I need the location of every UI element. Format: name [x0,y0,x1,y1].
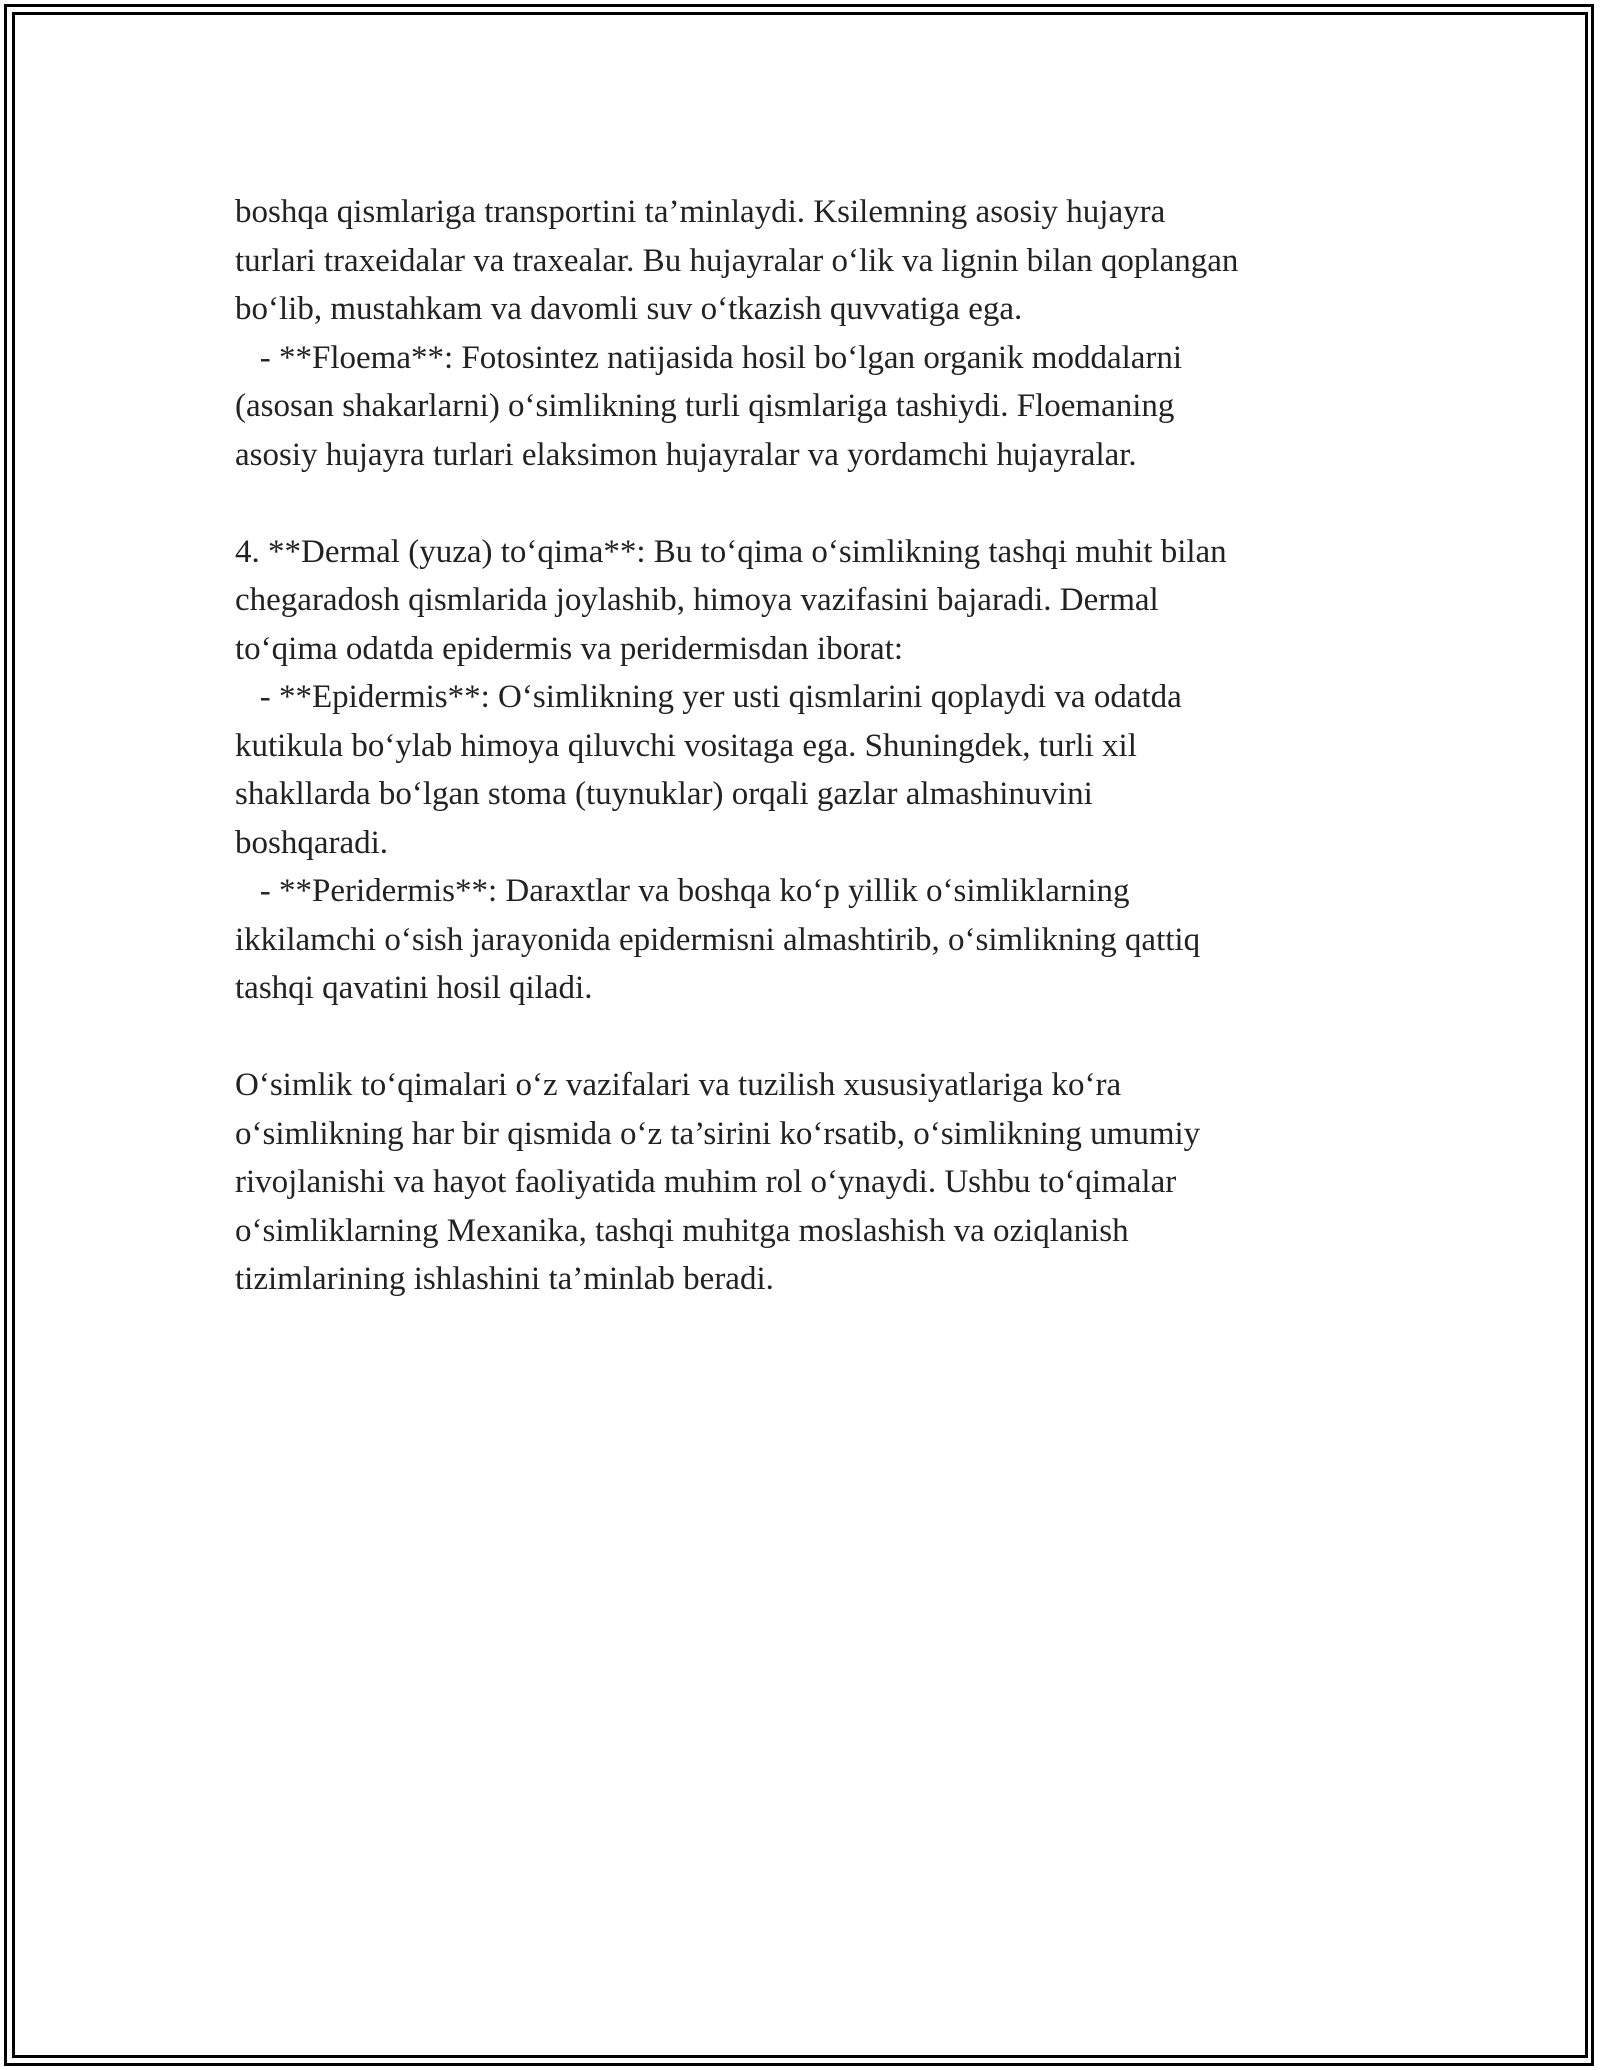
text-line: to‘qima odatda epidermis va peridermisdan iborat: [235,630,904,667]
text-line: ikkilamchi o‘sish jarayonida epidermisni almashtirib, o‘simlikning qattiq [235,921,1201,958]
list-item-peridermis: - **Peridermis**: Daraxtlar va boshqa ko‘p yillik o‘simliklarning [235,873,1130,909]
text-line: (asosan shakarlarni) o‘simlikning turli qismlariga tashiydi. Floemaning [235,388,1175,424]
paragraph-dermal-tissue [235,528,1365,1013]
text-line: o‘simlikning har bir qismida o‘z ta’sirini ko‘rsatib, o‘simlikning umumiy [235,1115,1201,1152]
list-item-dermal: 4. **Dermal (yuza) to‘qima**: Bu to‘qima o‘simlikning tashqi muhit bilan [235,533,1227,570]
text-line: turlari traxeidalar va traxealar. Bu hujayralar o‘lik va lignin bilan qoplangan [235,242,1239,279]
paragraph-spacer [235,1013,1365,1062]
list-item-epidermis: - **Epidermis**: O‘simlikning yer usti qismlarini qoplaydi va odatda [235,679,1182,715]
text-line: tizimlarining ishlashini ta’minlab beradi. [235,1261,774,1297]
text-line: asosiy hujayra turlari elaksimon hujayralar va yordamchi hujayralar. [235,436,1137,473]
text-line: boshqaradi. [235,824,389,861]
text-line: tashqi qavatini hosil qiladi. [235,970,593,1006]
text-line: o‘simliklarning Mexanika, tashqi muhitga moslashish va oziqlanish [235,1212,1129,1249]
paragraph-xylem-phloem [235,188,1365,479]
document-body [235,188,1365,1304]
text-line: chegaradosh qismlarida joylashib, himoya vazifasini bajaradi. Dermal [235,582,1159,618]
text-line: bo‘lib, mustahkam va davomli suv o‘tkazish quvvatiga ega. [235,291,1023,327]
text-line: kutikula bo‘ylab himoya qiluvchi vositaga ega. Shuningdek, turli xil [235,727,1137,764]
text-line: rivojlanishi va hayot faoliyatida muhim rol o‘ynaydi. Ushbu to‘qimalar [235,1164,1177,1200]
list-item-floema: - **Floema**: Fotosintez natijasida hosil bo‘lgan organik moddalarni [235,339,1183,376]
text-line: shakllarda bo‘lgan stoma (tuynuklar) orqali gazlar almashinuvini [235,776,1093,812]
text-line: O‘simlik to‘qimalari o‘z vazifalari va tuzilish xususiyatlariga ko‘ra [235,1067,1122,1103]
paragraph-conclusion [235,1061,1365,1304]
text-line: boshqa qismlariga transportini ta’minlaydi. Ksilemning asosiy hujayra [235,194,1166,230]
paragraph-spacer [235,479,1365,528]
